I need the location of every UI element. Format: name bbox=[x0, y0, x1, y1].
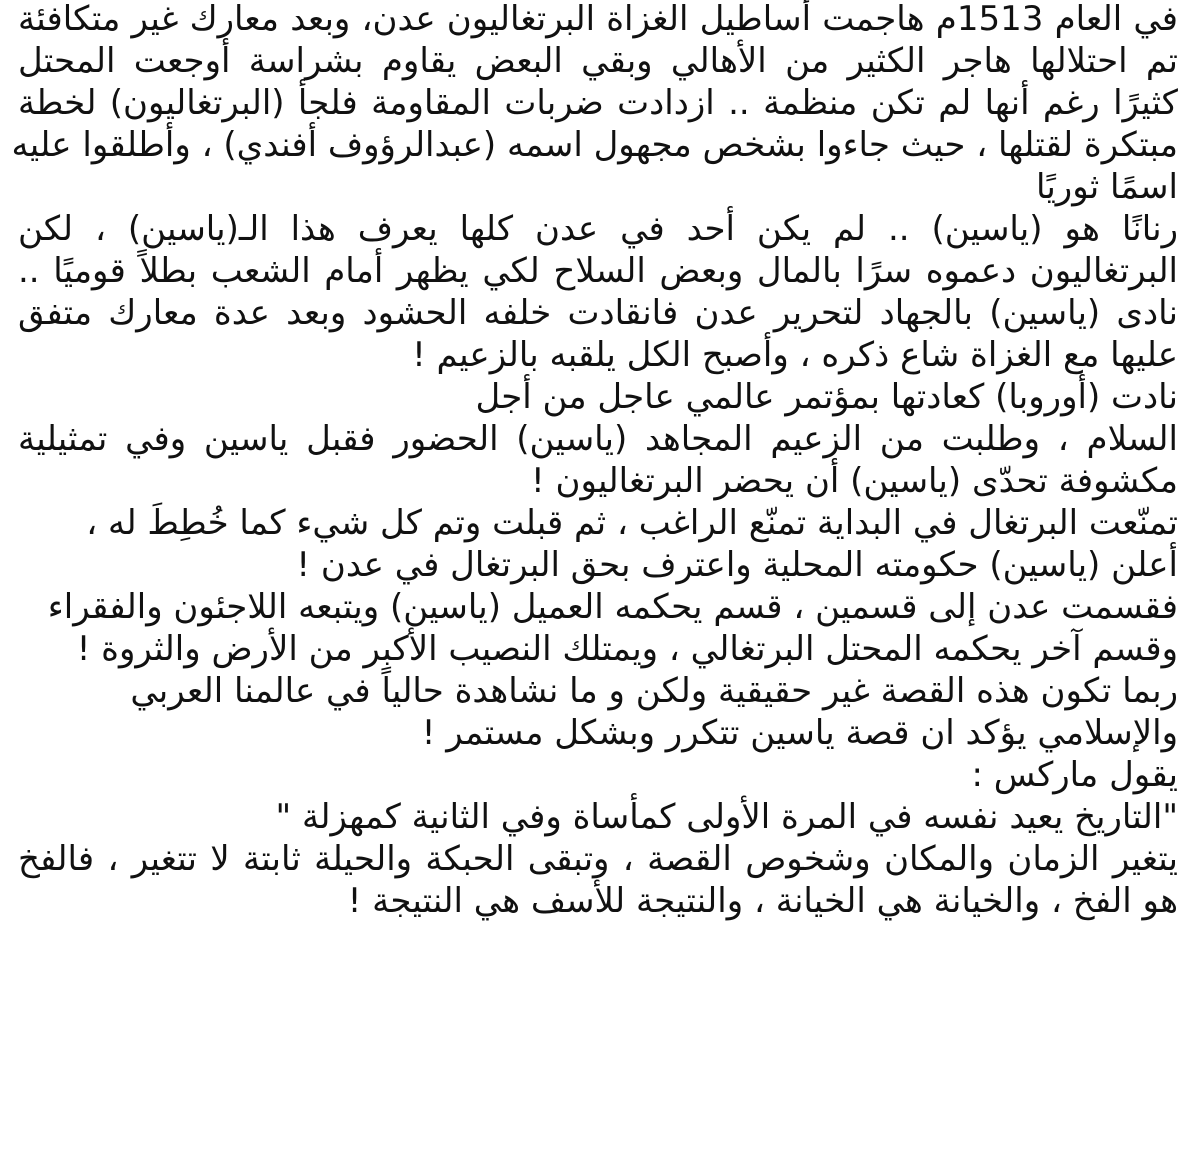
text-line: في العام 1513م هاجمت أساطيل الغزاة البرتغاليون عدن، وبعد معارك غير متكافئة bbox=[18, 0, 1179, 39]
text-line: يقول ماركس : bbox=[971, 755, 1178, 795]
text-line: كثيرًا رغم أنها لم تكن منظمة .. ازدادت ضربات المقاومة فلجأ (البرتغاليون) لخطة bbox=[18, 83, 1178, 123]
text-line: اسمًا ثوريًا bbox=[1035, 167, 1178, 207]
text-line: السلام ، وطلبت من الزعيم المجاهد (ياسين) الحضور فقبل ياسين وفي تمثيلية bbox=[18, 419, 1178, 459]
text-line: مبتكرة لقتلها ، حيث جاءوا بشخص مجهول اسمه (عبدالرؤوف أفندي) ، وأطلقوا عليه bbox=[11, 125, 1178, 165]
text-line: أعلن (ياسين) حكومته المحلية واعترف بحق البرتغال في عدن ! bbox=[296, 545, 1178, 585]
text-line: تم احتلالها هاجر الكثير من الأهالي وبقي البعض يقاوم بشراسة أوجعت المحتل bbox=[18, 41, 1178, 81]
text-line: وقسم آخر يحكمه المحتل البرتغالي ، ويمتلك النصيب الأكبر من الأرض والثروة ! bbox=[76, 629, 1178, 669]
text-line: رنانًا هو (ياسين) .. لم يكن أحد في عدن كلها يعرف هذا الـ(ياسين) ، لكن bbox=[18, 209, 1178, 249]
text-line: ربما تكون هذه القصة غير حقيقية ولكن و ما نشاهدة حالياً في عالمنا العربي bbox=[130, 671, 1178, 711]
text-line: مكشوفة تحدّى (ياسين) أن يحضر البرتغاليون ! bbox=[531, 461, 1178, 501]
text-line: فقسمت عدن إلى قسمين ، قسم يحكمه العميل (ياسين) ويتبعه اللاجئون والفقراء bbox=[47, 587, 1178, 627]
text-line: عليها مع الغزاة شاع ذكره ، وأصبح الكل يلقبه بالزعيم ! bbox=[412, 335, 1178, 375]
text-line: نادت (أوروبا) كعادتها بمؤتمر عالمي عاجل من أجل bbox=[475, 377, 1178, 417]
text-line: هو الفخ ، والخيانة هي الخيانة ، والنتيجة للأسف هي النتيجة ! bbox=[347, 881, 1178, 921]
text-line: البرتغاليون دعموه سرًا بالمال وبعض السلاح لكي يظهر أمام الشعب بطلاً قوميًا .. bbox=[18, 251, 1178, 291]
text-line: والإسلامي يؤكد ان قصة ياسين تتكرر وبشكل مستمر ! bbox=[421, 713, 1178, 753]
text-line: يتغير الزمان والمكان وشخوص القصة ، وتبقى الحبكة والحيلة ثابتة لا تتغير ، فالفخ bbox=[18, 839, 1178, 879]
text-line: نادى (ياسين) بالجهاد لتحرير عدن فانقادت خلفه الحشود وبعد عدة معارك متفق bbox=[18, 293, 1178, 333]
text-line: "التاريخ يعيد نفسه في المرة الأولى كمأساة وفي الثانية كمهزلة " bbox=[275, 797, 1178, 837]
text-line: تمنّعت البرتغال في البداية تمنّع الراغب ، ثم قبلت وتم كل شيء كما خُطِطَ له ، bbox=[86, 503, 1178, 543]
text-line bbox=[18, 922, 1178, 964]
article-body bbox=[11, 0, 1179, 964]
